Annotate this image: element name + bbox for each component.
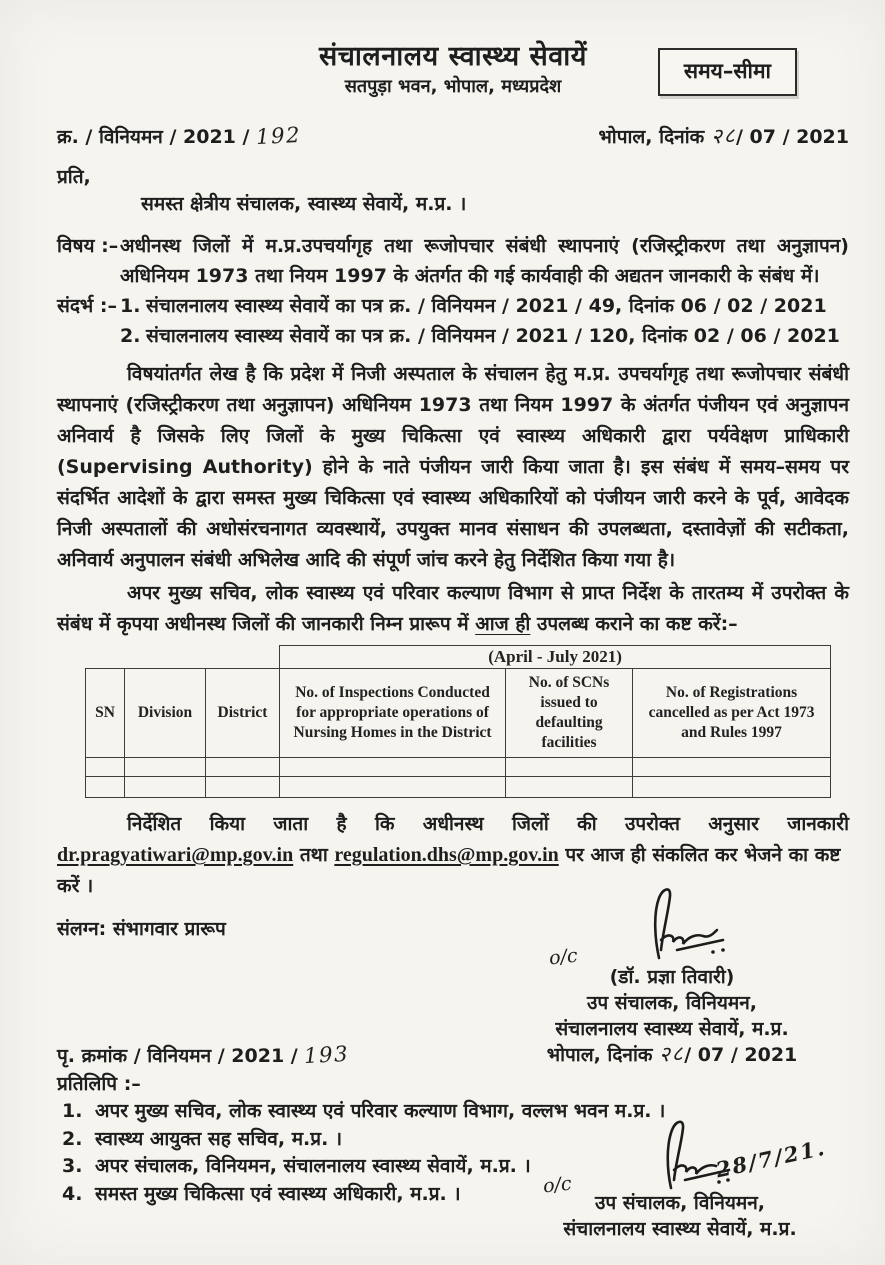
list-item: 3. अपर संचालक, विनियमन, संचालनालय स्वास्थ्य सेवायें, म.प्र. । [62,1155,531,1177]
list-item: 1. अपर मुख्य सचिव, लोक स्वास्थ्य एवं परिवार कल्याण विभाग, वल्लभ भवन म.प्र. । [62,1100,666,1122]
table-row [86,758,831,777]
signature-block-primary [507,898,837,1068]
letterhead [57,40,849,100]
today-emphasis: आज ही [475,613,531,635]
reference-block [57,291,849,351]
signatory-designation: उप संचालक, विनियमन, [586,992,758,1014]
report-format-table [85,645,831,798]
letter-number: क्र. / विनियमन / 2021 / 192 [57,122,302,151]
list-item: 2. स्वास्थ्य आयुक्त सह सचिव, म.प्र. । [62,1127,343,1150]
addressee: समस्त क्षेत्रीय संचालक, स्वास्थ्य सेवायें, म.प्र. । [141,193,467,215]
to-label: प्रति, [57,166,91,188]
email-link-pragyatiwari[interactable]: dr.pragyatiwari@mp.gov.in [57,844,294,866]
signature-block-secondary [515,1118,845,1242]
handwritten-letter-number: 192 [255,122,302,151]
email-link-regulation-dhs[interactable]: regulation.dhs@mp.gov.in [334,844,559,866]
signatory-office: संचालनालय स्वास्थ्य सेवायें, म.प्र. [563,1218,797,1240]
subject-text: अधीनस्थ जिलों में म.प्र.उपचर्यागृह तथा रूजोपचार संबंधी स्थापनाएं (रजिस्ट्रीकरण तथा अनुज्ञापन) अधिनियम 1973 तथा नियम 1997 के अंतर्गत की गई कार्यवाही की अद्यतन जानकारी के संबंध में। [120,235,849,287]
copy-to-label: प्रतिलिपि :– [57,1073,141,1095]
column-header-district: District [206,669,280,758]
oc-mark: o/c [547,944,579,970]
signatory-designation: उप संचालक, विनियमन, [594,1192,766,1214]
handwritten-endorsement-number: 193 [303,1041,351,1070]
table-column-header-row [86,669,831,758]
signatory-office: संचालनालय स्वास्थ्य सेवायें, म.प्र. [555,1018,789,1040]
column-header-inspections: No. of Inspections Conducted for appropriate operations of Nursing Homes in the District [280,669,506,758]
place-date: भोपाल, दिनांक २८/ 07 / 2021 [598,123,849,150]
addressee-block [57,164,849,218]
enclosure-note: संलग्न: संभागवार प्रारूप [57,918,226,940]
body-paragraph-1: विषयांतर्गत लेख है कि प्रदेश में निजी अस्पताल के संचालन हेतु म.प्र. उपचर्यागृह तथा रूजोपचार संबंधी स्थापनाएं (रजिस्ट्रीकरण तथा अनुज्ञापन) अधिनियम 1973 तथा नियम 1997 के अंतर्गत पंजीयन एवं अनुज्ञापन अनिवार्य है जिसके लिए जिलों के मुख्य चिकित्सा एवं स्वास्थ्य अधिकारी द्वारा पर्यवेक्षण प्राधिकारी (Supervising Authority) होने के नाते पंजीयन जारी किया जाता है। इस संबंध में समय–समय पर संदर्भित आदेशों के द्वारा समस्त मुख्य चिकित्सा एवं स्वास्थ्य अधिकारियों को पंजीयन जारी करने के पूर्व, आवेदक निजी अस्पतालों की अधोसंरचनागत व्यवस्थायें, उपयुक्त मानव संसाधन की उपलब्धता, दस्तावेज़ों की सटीकता, अनिवार्य अनुपालन संबंधी अभिलेख आदि की संपूर्ण जांच करने हेतु निर्देशित किया गया है। [57,363,849,571]
column-header-scns: No. of SCNs issued to defaulting facilities [506,669,633,758]
column-header-division: Division [125,669,206,758]
signatory-name: (डॉ. प्रज्ञा तिवारी) [609,966,735,988]
period-header: (April - July 2021) [280,646,831,669]
handwritten-date: 28/7/21. [713,1134,829,1183]
table-span-header-row [86,646,831,669]
time-limit-stamp: समय–सीमा [658,48,797,96]
oc-mark: o/c [541,1172,573,1198]
signature-scribble-icon [625,884,745,962]
subject-label: विषय :– [57,235,119,257]
reference-item: 1. संचालनालय स्वास्थ्य सेवायें का पत्र क्र. / विनियमन / 2021 / 49, दिनांक 06 / 02 / 2021 [120,295,827,317]
subject-block [57,231,849,291]
body-paragraph-3: निर्देशित किया जाता है कि अधीनस्थ जिलों की उपरोक्त अनुसार जानकारी dr.pragyatiwari@mp.gov.in तथा regulation.dhs@mp.gov.in पर आज ही संकलित कर भेजने का कष्ट करें । [57,809,849,902]
reference-label: संदर्भ :– [57,295,118,317]
reference-item: 2. संचालनालय स्वास्थ्य सेवायें का पत्र क्र. / विनियमन / 2021 / 120, दिनांक 02 / 06 / 2021 [120,325,840,347]
column-header-sn: SN [86,669,125,758]
endorsement-number: पृ. क्रमांक / विनियमन / 2021 / 193 [57,1041,351,1070]
signature-place-date: भोपाल, दिनांक २८/ 07 / 2021 [546,1041,798,1068]
reference-number-row [57,124,849,150]
handwritten-day: २८ [710,123,737,150]
handwritten-day: २८ [658,1041,685,1068]
instruction-line: निर्देशित किया जाता है कि अधीनस्थ जिलों की उपरोक्त अनुसार जानकारी [127,813,849,835]
list-item: 4. समस्त मुख्य चिकित्सा एवं स्वास्थ्य अधिकारी, म.प्र. । [62,1182,461,1205]
table-row [86,777,831,798]
body-paragraph-2: अपर मुख्य सचिव, लोक स्वास्थ्य एवं परिवार कल्याण विभाग से प्राप्त निर्देश के तारतम्य में उपरोक्त के संबंध में कृपया अधीनस्थ जिलों की जानकारी निम्न प्रारूप में आज ही उपलब्ध कराने का कष्ट करें:– [57,582,849,635]
column-header-registrations: No. of Registrations cancelled as per Act 1973 and Rules 1997 [633,669,831,758]
page-title: संचालनालय स्वास्थ्य सेवायें [319,41,587,72]
letterhead-address: सतपुड़ा भवन, भोपाल, मध्यप्रदेश [344,76,562,97]
